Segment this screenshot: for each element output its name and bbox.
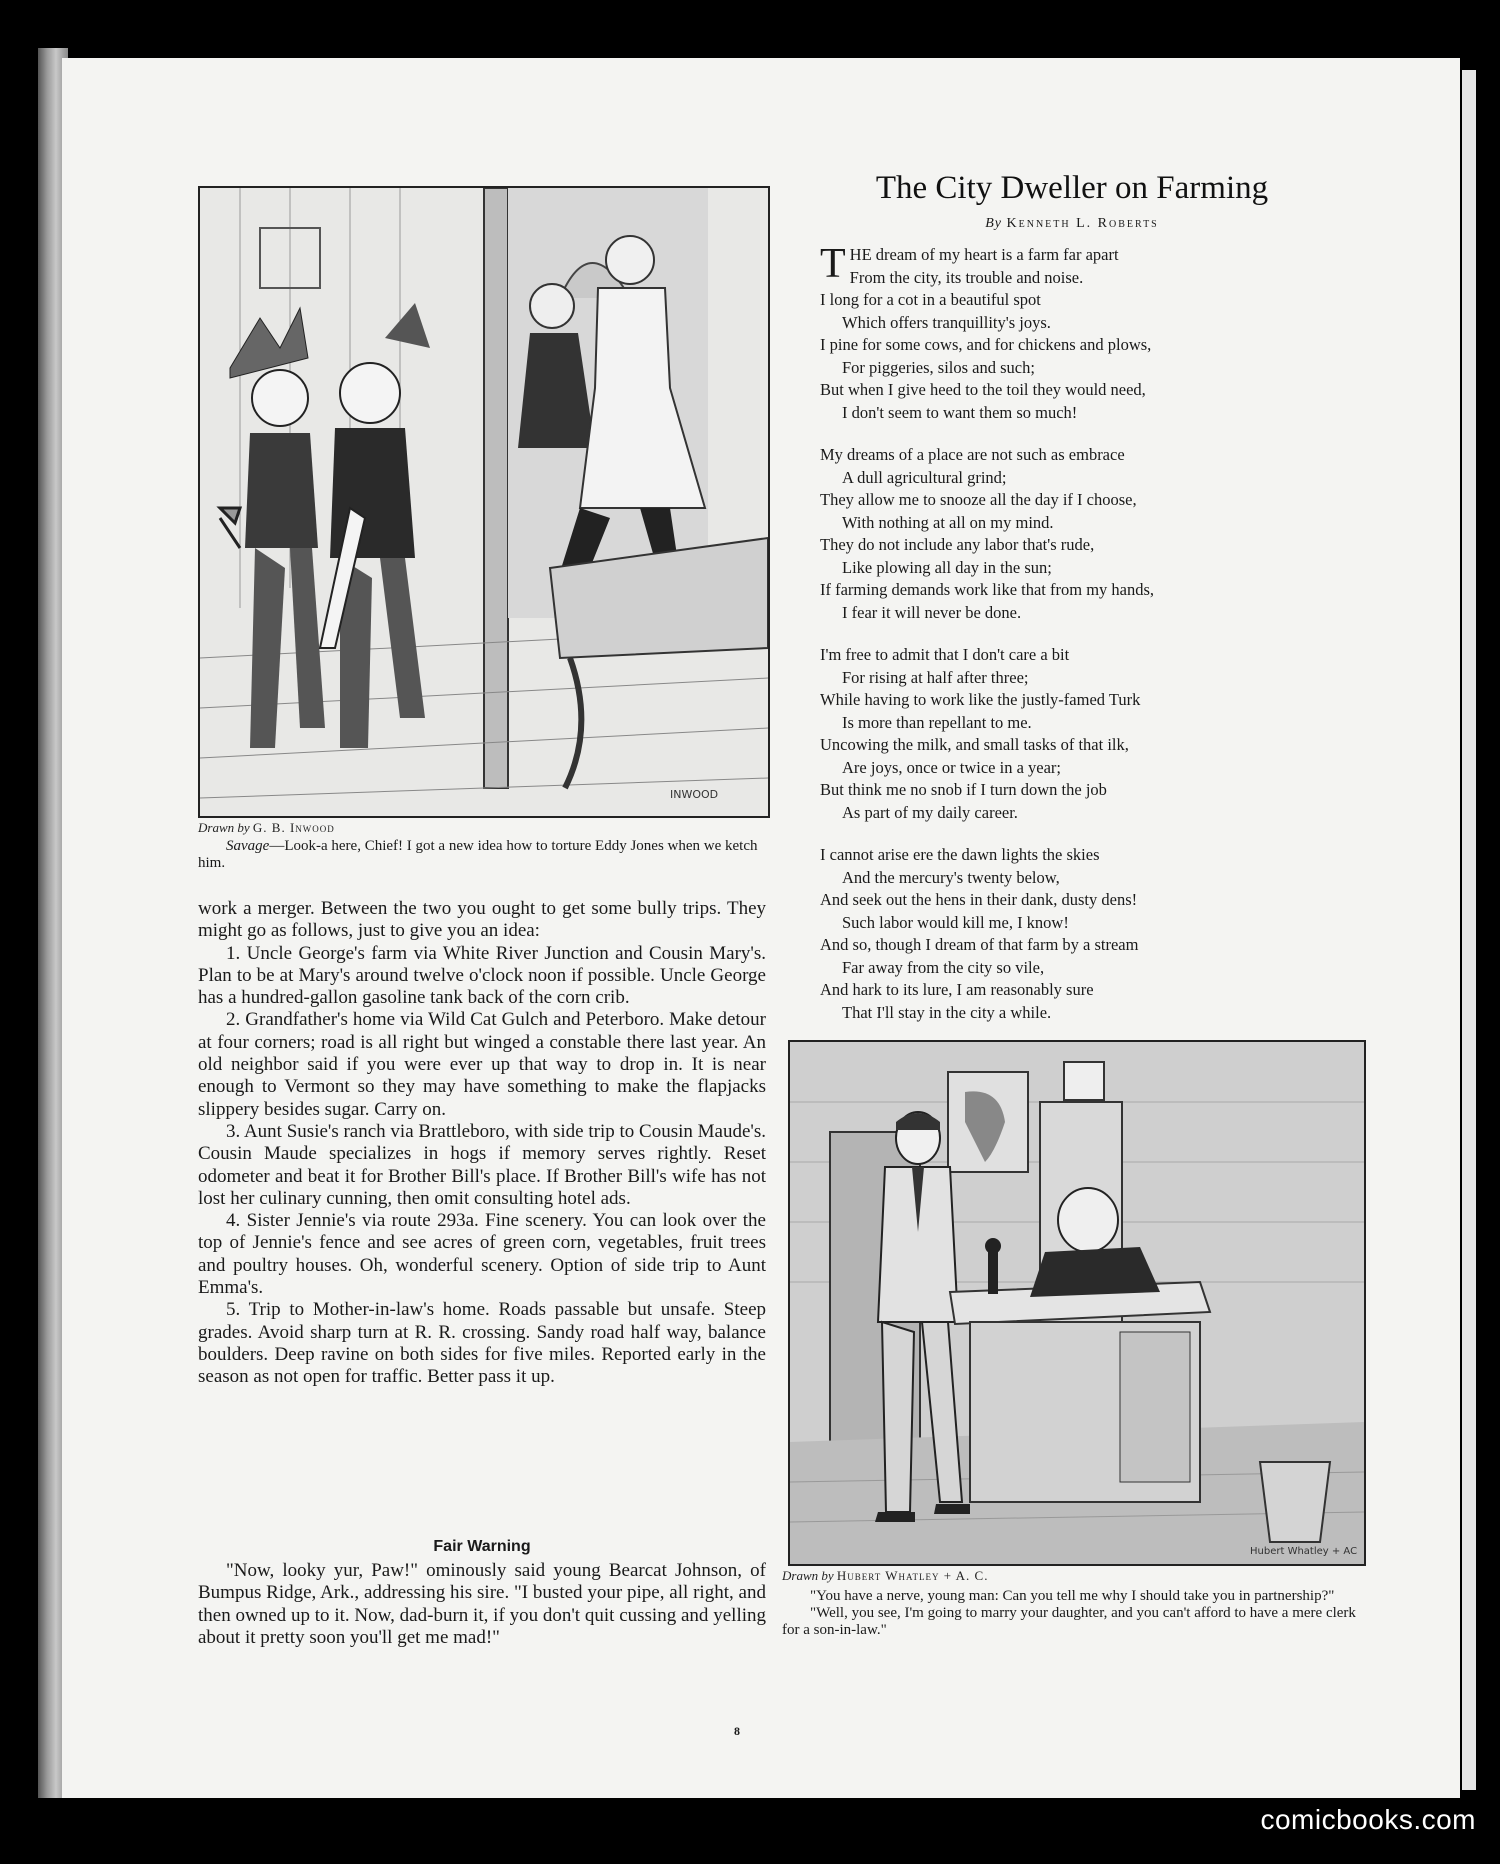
left-article-body [198, 898, 766, 1389]
poem-line: Which offers tranquillity's joys. [842, 312, 1051, 332]
poem-line: That I'll stay in the city a while. [842, 1002, 1052, 1022]
poem-line: I cannot arise ere the dawn lights the skies [820, 845, 1100, 864]
credit-artist: G. B. Inwood [252, 820, 335, 835]
caption-line: "Well, you see, I'm going to marry your daughter, and you can't afford to have a mere clerk for a son-in-law." [782, 1605, 1356, 1638]
drop-cap: T [820, 241, 846, 287]
left-illustration-credit [198, 820, 335, 836]
poem-line: And hark to its lure, I am reasonably sure [820, 980, 1094, 999]
article-paragraph: 1. Uncle George's farm via White River Junction and Cousin Mary's. Plan to be at Mary's around twelve o'clock noon if possible. Uncle George has a hundred-gallon gasoline tank back of the corn crib. [198, 942, 766, 1009]
poem-line: And seek out the hens in their dank, dusty dens! [820, 890, 1138, 909]
poem-line: Is more than repellant to me. [842, 712, 1032, 732]
caption-speaker: Savage [226, 838, 270, 854]
poem-title: The City Dweller on Farming [875, 170, 1269, 206]
poem-line: Like plowing all day in the sun; [842, 557, 1052, 577]
illustration-office-scene [788, 1040, 1366, 1566]
poem-stanza [820, 644, 1340, 824]
poem-line: Are joys, once or twice in a year; [842, 757, 1061, 777]
magazine-page [62, 58, 1460, 1798]
poem-line: While having to work like the justly-famed Turk [820, 690, 1141, 709]
poem-line: With nothing at all on my mind. [842, 512, 1054, 532]
credit-prefix: Drawn by [198, 820, 250, 835]
site-watermark: comicbooks.com [1260, 1804, 1476, 1835]
poem-line: As part of my daily career. [842, 802, 1018, 822]
poem-line: Such labor would kill me, I know! [842, 912, 1069, 932]
illustration-signature: Hubert Whatley + AC [1250, 1546, 1358, 1557]
poem-line: I pine for some cows, and for chickens and plows, [820, 335, 1152, 354]
illustration-boys-playing-indians [198, 186, 770, 818]
poem-line: But think me no snob if I turn down the job [820, 780, 1107, 799]
illustration-signature: INWOOD [670, 788, 719, 801]
poem-line: From the city, its trouble and noise. [849, 267, 1084, 287]
poem-line: I long for a cot in a beautiful spot [820, 290, 1041, 309]
poem-line: Uncowing the milk, and small tasks of that ilk, [820, 735, 1129, 754]
article-paragraph: 4. Sister Jennie's via route 293a. Fine scenery. You can look over the top of Jennie's fence and see acres of green corn, vegetables, fruit trees and poultry houses. Oh, wonderful scenery. Option of side trip to Aunt Emma's. [198, 1210, 766, 1299]
poem-line: If farming demands work like that from my hands, [820, 580, 1155, 599]
poem-stanza [820, 444, 1340, 624]
poem-line: I fear it will never be done. [842, 602, 1022, 622]
article-paragraph: 3. Aunt Susie's ranch via Brattleboro, with side trip to Cousin Maude's. Cousin Maude specializes in hogs if memory serves rightly. Reset odometer and beat it for Brother Bill's place. If Brother Bill's wife has not lost her culinary cunning, then omit consulting hotel ads. [198, 1120, 766, 1209]
poem-line: I'm free to admit that I don't care a bit [820, 645, 1070, 664]
poem-line: They allow me to snooze all the day if I choose, [820, 490, 1137, 509]
caption-text: —Look-a here, Chief! I got a new idea how to torture Eddy Jones when we ketch him. [198, 838, 758, 871]
poem-stanza [820, 267, 1340, 425]
poem-line: And so, though I dream of that farm by a stream [820, 935, 1139, 954]
poem-line: For piggeries, silos and such; [842, 357, 1035, 377]
article-paragraph: 5. Trip to Mother-in-law's home. Roads passable but unsafe. Steep grades. Avoid sharp turn at R. R. crossing. Sandy road half way, balance boulders. Deep ravine on both sides for five miles. Reported early in the season as not open for traffic. Better pass it up. [198, 1299, 766, 1388]
poem-line: HE dream of my heart is a farm far apart [849, 245, 1119, 264]
left-illustration-caption [198, 838, 766, 872]
poem-line: And the mercury's twenty below, [842, 867, 1060, 887]
caption-line: "You have a nerve, young man: Can you tell me why I should take you in partnership?" [810, 1588, 1335, 1604]
right-illustration-credit [782, 1568, 988, 1584]
poem-body [820, 241, 1340, 1024]
page-number: 8 [734, 1724, 740, 1738]
poem-line: I don't seem to want them so much! [842, 402, 1078, 422]
poem-byline [802, 216, 1342, 232]
credit-artist: Hubert Whatley + A. C. [836, 1568, 989, 1583]
poem-line: A dull agricultural grind; [842, 467, 1007, 487]
poem-line: My dreams of a place are not such as embrace [820, 445, 1125, 464]
poem-line: But when I give heed to the toil they would need, [820, 380, 1146, 399]
poem-line: For rising at half after three; [842, 667, 1029, 687]
facing-page-edge [1462, 70, 1476, 1790]
credit-prefix: Drawn by [782, 1568, 834, 1583]
right-illustration-caption [782, 1588, 1358, 1639]
poem-line: They do not include any labor that's rude, [820, 535, 1095, 554]
poem-author: Kenneth L. Roberts [1006, 216, 1159, 231]
poem-stanza [820, 844, 1340, 1024]
poem-line: Far away from the city so vile, [842, 957, 1045, 977]
article-paragraph: 2. Grandfather's home via Wild Cat Gulch and Peterboro. Make detour at four corners; road is all right but winged a constable there last year. An old neighbor said if you were ever up that way to drop in. It is near enough to Vermont so they may have something to make the flapjacks slippery besides sugar. Carry on. [198, 1009, 766, 1120]
article-paragraph: work a merger. Between the two you ought to get some bully trips. They might go as follows, just to give you an idea: [198, 898, 766, 942]
fair-warning-text: "Now, looky yur, Paw!" ominously said young Bearcat Johnson, of Bumpus Ridge, Ark., addressing his sire. "I busted your pipe, all right, and then owned up to it. Now, dad-burn it, if you don't quit cussing and yelling about it pretty soon you'll get me mad!" [198, 1560, 766, 1648]
fair-warning-heading: Fair Warning [433, 1538, 531, 1555]
byline-prefix: By [985, 216, 1003, 231]
